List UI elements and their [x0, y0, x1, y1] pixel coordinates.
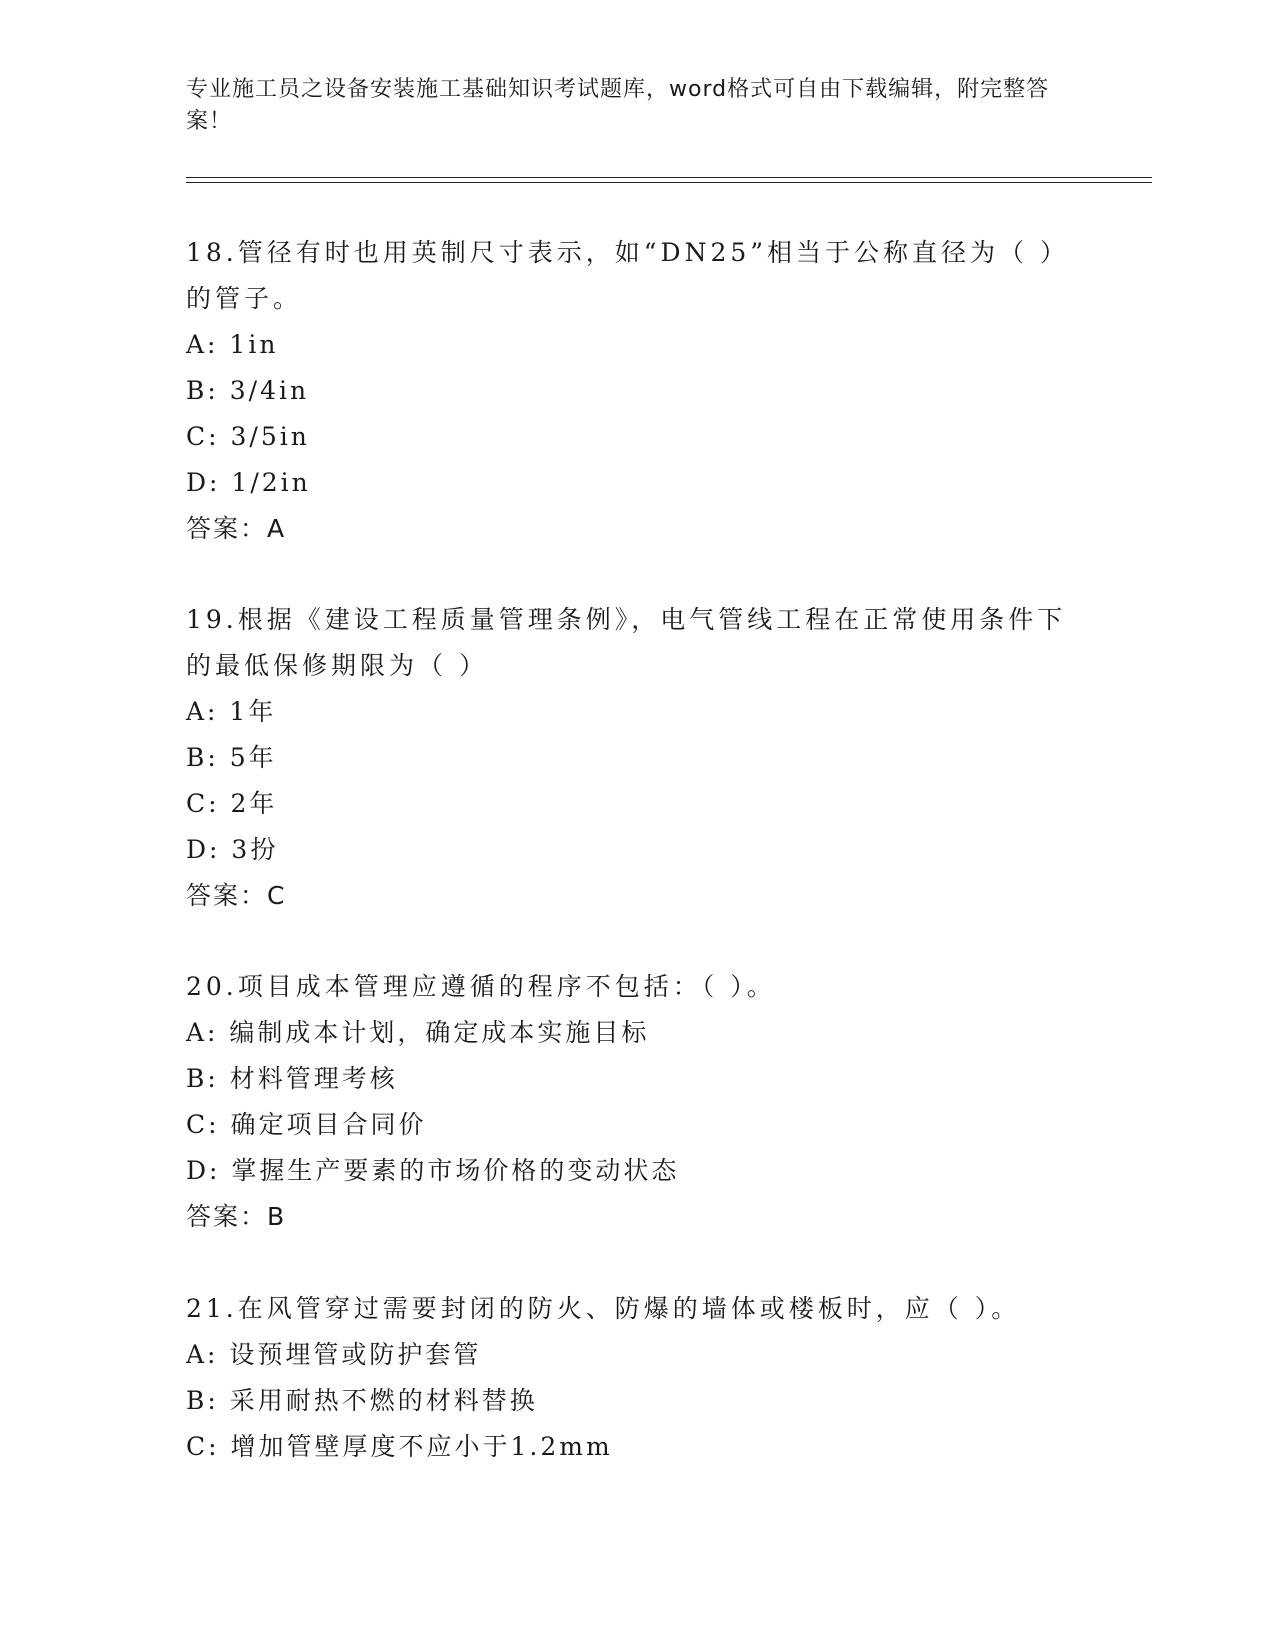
question-20: [186, 964, 1086, 1240]
option-b: B: 3/4in: [186, 376, 310, 405]
question-stem: 20.项目成本管理应遵循的程序不包括：（ ）。: [186, 972, 776, 1001]
document-header: 专业施工员之设备安装施工基础知识考试题库，word格式可自由下载编辑，附完整答案！: [186, 77, 1050, 134]
question-19: [186, 597, 1086, 919]
header-divider-top: [186, 177, 1152, 178]
question-stem: 21.在风管穿过需要封闭的防火、防爆的墙体或楼板时，应（ ）。: [186, 1294, 1021, 1323]
option-a: A: 编制成本计划，确定成本实施目标: [186, 1018, 650, 1047]
option-b: B: 采用耐热不燃的材料替换: [186, 1386, 538, 1415]
question-stem: 19.根据《建设工程质量管理条例》，电气管线工程在正常使用条件下的最低保修期限为（ ）: [186, 605, 1067, 680]
option-a: A: 1in: [186, 330, 279, 359]
option-d: D: 掌握生产要素的市场价格的变动状态: [186, 1156, 680, 1185]
answer: 答案：A: [186, 514, 287, 543]
option-c: C: 确定项目合同价: [186, 1110, 427, 1139]
option-b: B: 材料管理考核: [186, 1064, 398, 1093]
question-stem: 18.管径有时也用英制尺寸表示，如“DN25”相当于公称直径为（ ）的管子。: [186, 238, 1069, 313]
question-18: [186, 230, 1086, 552]
option-c: C: 3/5in: [186, 422, 310, 451]
question-21: [186, 1286, 1086, 1470]
answer: 答案：B: [186, 1202, 287, 1231]
option-d: D: 3扮: [186, 835, 279, 864]
option-a: A: 设预埋管或防护套管: [186, 1340, 482, 1369]
option-a: A: 1年: [186, 697, 277, 726]
header-divider-bottom: [186, 182, 1152, 183]
option-b: B: 5年: [186, 743, 277, 772]
option-d: D: 1/2in: [186, 468, 311, 497]
answer: 答案：C: [186, 881, 287, 910]
option-c: C: 2年: [186, 789, 278, 818]
option-c: C: 增加管壁厚度不应小于1.2mm: [186, 1432, 613, 1461]
